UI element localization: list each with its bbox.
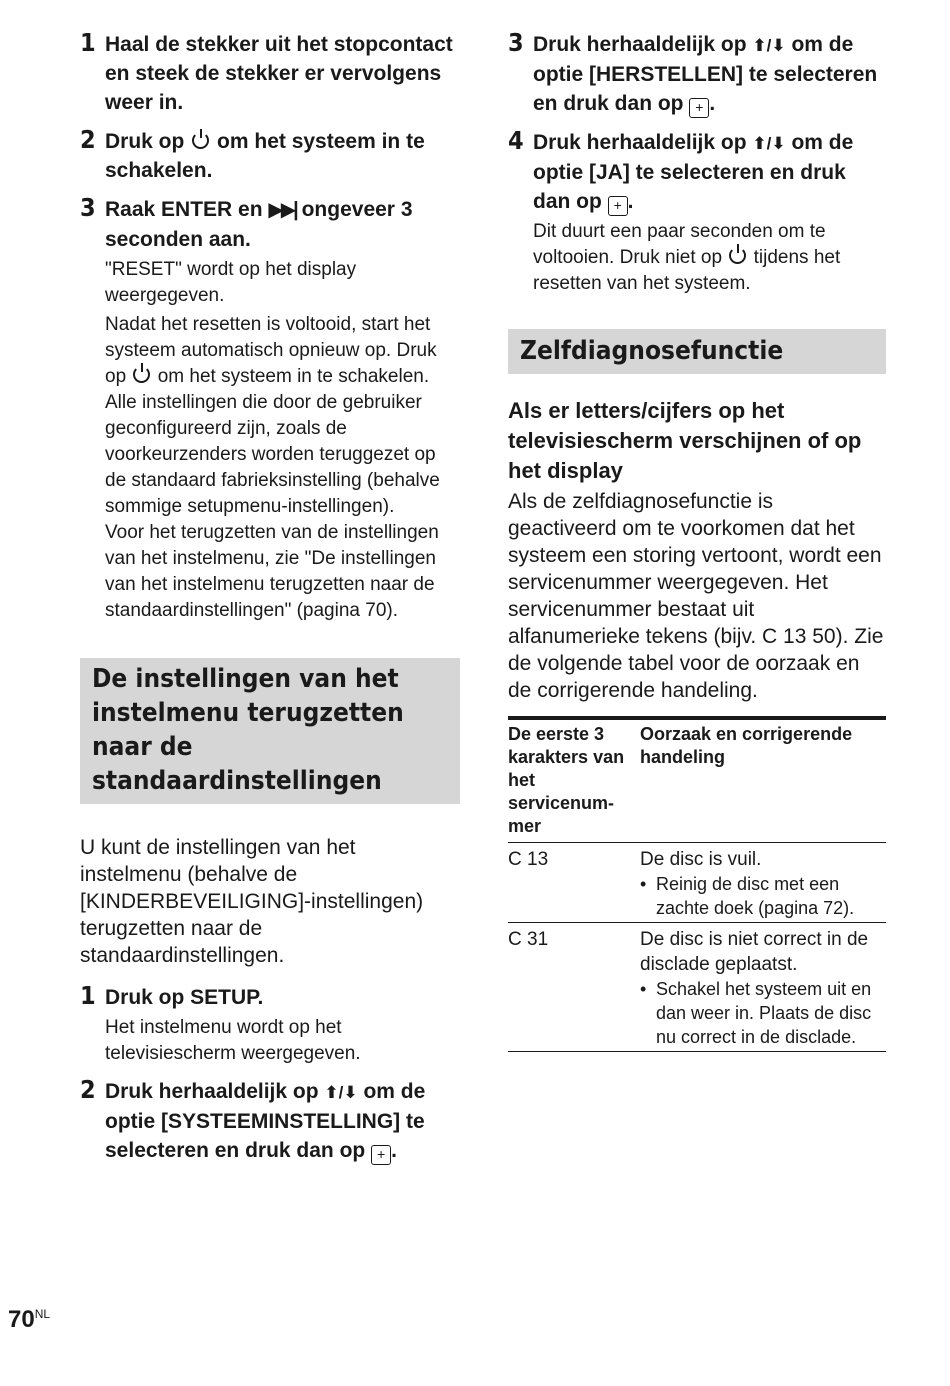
enter-button-icon: + xyxy=(371,1145,391,1165)
step-number: 2 xyxy=(80,1075,96,1104)
step-text: . xyxy=(709,92,716,115)
table-row xyxy=(508,843,886,923)
step-number: 2 xyxy=(80,125,96,154)
table-header-row xyxy=(508,718,886,843)
step-text: ongeveer 3 seconden aan. xyxy=(105,198,413,251)
step-body xyxy=(105,257,460,624)
cause-text: De disc is niet correct in de disclade geplaatst. xyxy=(640,929,869,975)
enter-button-icon: + xyxy=(689,98,709,118)
cause-text: De disc is vuil. xyxy=(640,849,762,870)
step-text: . xyxy=(391,1139,397,1162)
step-text: Raak ENTER en xyxy=(105,198,263,221)
step-number: 1 xyxy=(80,28,96,57)
step-number: 3 xyxy=(508,28,524,57)
cause-cell xyxy=(640,843,886,923)
section-heading: De instellingen van het instelmenu terugzetten naar de standaardinstellingen xyxy=(80,658,460,804)
reset-step-1 xyxy=(80,30,460,117)
next-track-icon: ▶▶| xyxy=(268,199,296,221)
paragraph: Voor het terugzetten van de instellingen van het instelmenu, zie "De instellingen van het instelmenu terugzetten naar de standaardinstellingen" (pagina 70). xyxy=(105,522,439,621)
paragraph-text: Nadat het resetten is voltooid, start het systeem automatisch opnieuw op. Druk op xyxy=(105,314,437,387)
column-header: Oorzaak en corrigerende handeling xyxy=(640,718,886,843)
left-column xyxy=(80,30,460,1175)
up-down-arrow-icon: ⬆/⬇ xyxy=(324,1083,358,1102)
enter-button-icon: + xyxy=(608,196,628,216)
step-title xyxy=(105,195,460,254)
step-title: Haal de stekker uit het stopcontact en steek de stekker er vervolgens weer in. xyxy=(105,33,453,114)
step-text: . xyxy=(627,190,634,213)
column-header: De eerste 3 karakters van het servicenum-mer xyxy=(508,718,640,843)
setup-step-1 xyxy=(80,983,460,1067)
step-title xyxy=(105,1077,460,1165)
step-number: 4 xyxy=(508,126,524,155)
step-title xyxy=(533,30,886,118)
page-number-value: 70 xyxy=(8,1306,35,1333)
service-code: C 31 xyxy=(508,923,640,1052)
right-column xyxy=(508,30,886,1052)
power-icon xyxy=(192,132,209,149)
service-number-table xyxy=(508,716,886,1052)
setup-step-2 xyxy=(80,1077,460,1165)
reset-step-2 xyxy=(80,127,460,185)
step-text: Druk op xyxy=(105,130,185,153)
step-text: om de optie [SYSTEEMINSTELLING] te selecteren en druk dan op xyxy=(105,1080,426,1162)
action-bullet: • Reinig de disc met een zachte doek (pagina 72). xyxy=(640,872,886,920)
table-row xyxy=(508,923,886,1052)
step-text: Druk herhaaldelijk op xyxy=(533,131,747,154)
body-text: Als de zelfdiagnosefunctie is geactiveerd om te voorkomen dat het systeem een storing vertoont, wordt een servicenummer weergegeven. Het servicenummer bestaat uit alfanumerieke tekens (bijv. C 13 50). Zie de volgende tabel voor de oorzaak en de corrigerende handeling. xyxy=(508,490,884,702)
reset-step-3 xyxy=(80,195,460,624)
step-title: Druk op SETUP. xyxy=(105,986,264,1009)
up-down-arrow-icon: ⬆/⬇ xyxy=(752,36,786,55)
step-title xyxy=(533,128,886,216)
up-down-arrow-icon: ⬆/⬇ xyxy=(752,134,786,153)
paragraph: Alle instellingen die door de gebruiker geconfigureerd zijn, zoals de voorkeurzenders worden teruggezet op de standaard fabrieksinstelling (behalve sommige setupmenu-instellingen). xyxy=(105,392,440,517)
step-title xyxy=(105,127,460,185)
step-body xyxy=(533,219,886,297)
page-language-code: NL xyxy=(34,1307,51,1321)
intro-text: U kunt de instellingen van het instelmenu (behalve de [KINDERBEVEILIGING]-instellingen) terugzetten naar de standaardinstellingen. xyxy=(80,836,424,967)
step-text: om het systeem in te schakelen. xyxy=(105,130,425,182)
step-body-text: Dit duurt een paar seconden om te voltooien. Druk niet op xyxy=(533,221,826,268)
power-icon xyxy=(133,366,150,383)
section-heading: Zelfdiagnosefunctie xyxy=(508,329,886,374)
paragraph xyxy=(105,312,460,390)
step-text: Druk herhaaldelijk op xyxy=(533,33,747,56)
setup-step-3 xyxy=(508,30,886,118)
step-number: 1 xyxy=(80,981,96,1010)
step-text: om de optie [JA] te selecteren en druk dan op xyxy=(533,131,854,213)
setup-step-4 xyxy=(508,128,886,297)
cause-cell xyxy=(640,923,886,1052)
paragraph: "RESET" wordt op het display weergegeven. xyxy=(105,259,357,306)
paragraph-text: om het systeem in te schakelen. xyxy=(157,366,430,387)
service-code: C 13 xyxy=(508,843,640,923)
page-number xyxy=(8,1306,50,1334)
step-body-text: tijdens het resetten van het systeem. xyxy=(533,247,841,294)
subheading: Als er letters/cijfers op het televisiescherm verschijnen of op het display xyxy=(508,398,862,483)
step-text: Druk herhaaldelijk op xyxy=(105,1080,319,1103)
step-number: 3 xyxy=(80,193,96,222)
step-body: Het instelmenu wordt op het televisiescherm weergegeven. xyxy=(105,1017,361,1064)
step-text: om de optie [HERSTELLEN] te selecteren en druk dan op xyxy=(533,33,878,115)
action-bullet: • Schakel het systeem uit en dan weer in. Plaats de disc nu correct in de disclade. xyxy=(640,977,886,1049)
power-icon xyxy=(729,247,746,264)
